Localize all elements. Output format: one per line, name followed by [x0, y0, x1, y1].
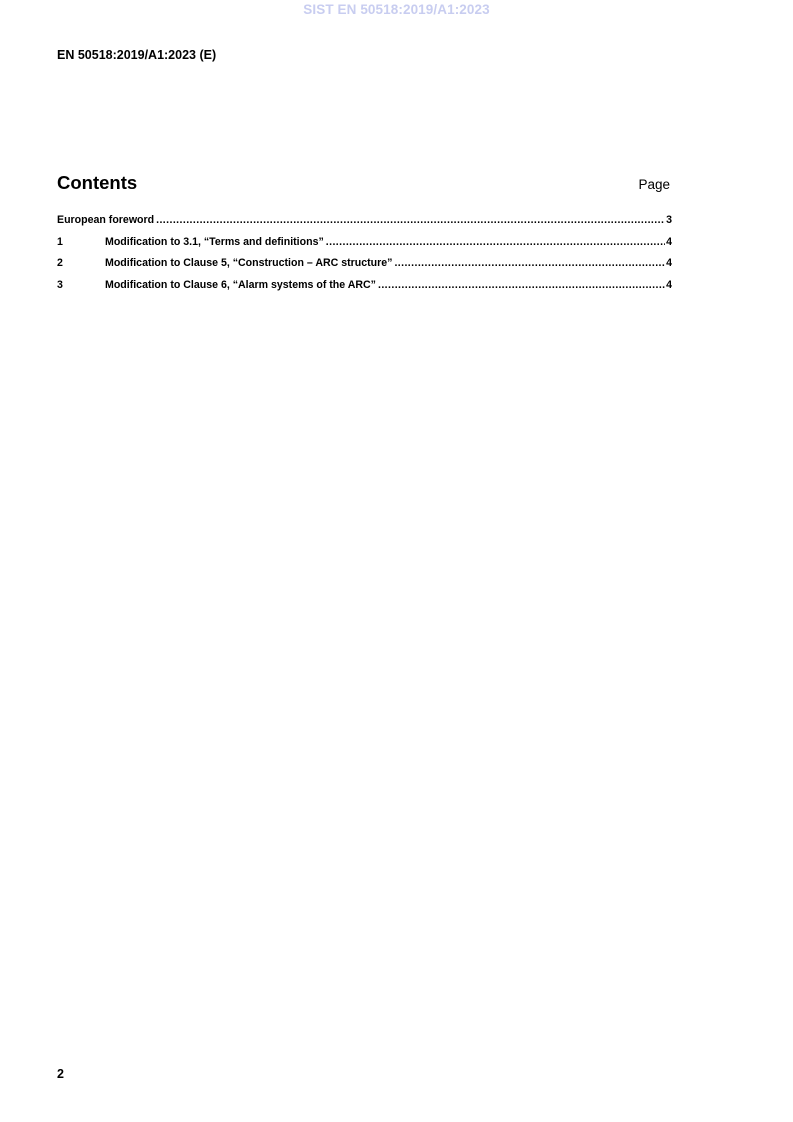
toc-dot-leader [326, 236, 665, 248]
toc-entry-number: 1 [57, 235, 63, 248]
toc-entry-european-foreword[interactable] [57, 214, 672, 236]
toc-entry-page: 4 [666, 235, 672, 248]
footer-page-number: 2 [57, 1067, 64, 1081]
toc-entry-title: Modification to Clause 6, “Alarm systems of the ARC” [105, 278, 376, 291]
toc-entry-page: 4 [666, 278, 672, 291]
toc-entry-title: Modification to 3.1, “Terms and definitions” [105, 235, 324, 248]
toc-entry-3[interactable] [57, 279, 672, 301]
toc-entry-1[interactable] [57, 236, 672, 258]
toc-dot-leader [394, 257, 665, 269]
document-identifier: EN 50518:2019/A1:2023 (E) [57, 48, 217, 62]
toc-entry-title: Modification to Clause 5, “Construction – ARC structure” [105, 257, 393, 269]
toc-entry-page: 3 [666, 214, 672, 226]
page-column-label: Page [638, 177, 670, 192]
toc-dot-leader [378, 279, 665, 291]
watermark-text: SIST EN 50518:2019/A1:2023 [303, 2, 490, 17]
toc-dot-leader [156, 214, 665, 226]
contents-heading: Contents [57, 172, 138, 193]
toc-entry-page: 4 [666, 257, 672, 269]
toc-entry-number: 2 [57, 257, 63, 269]
toc-entry-title: European foreword [57, 214, 155, 226]
table-of-contents [57, 214, 672, 300]
toc-entry-number: 3 [57, 278, 63, 291]
toc-entry-2[interactable] [57, 257, 672, 279]
